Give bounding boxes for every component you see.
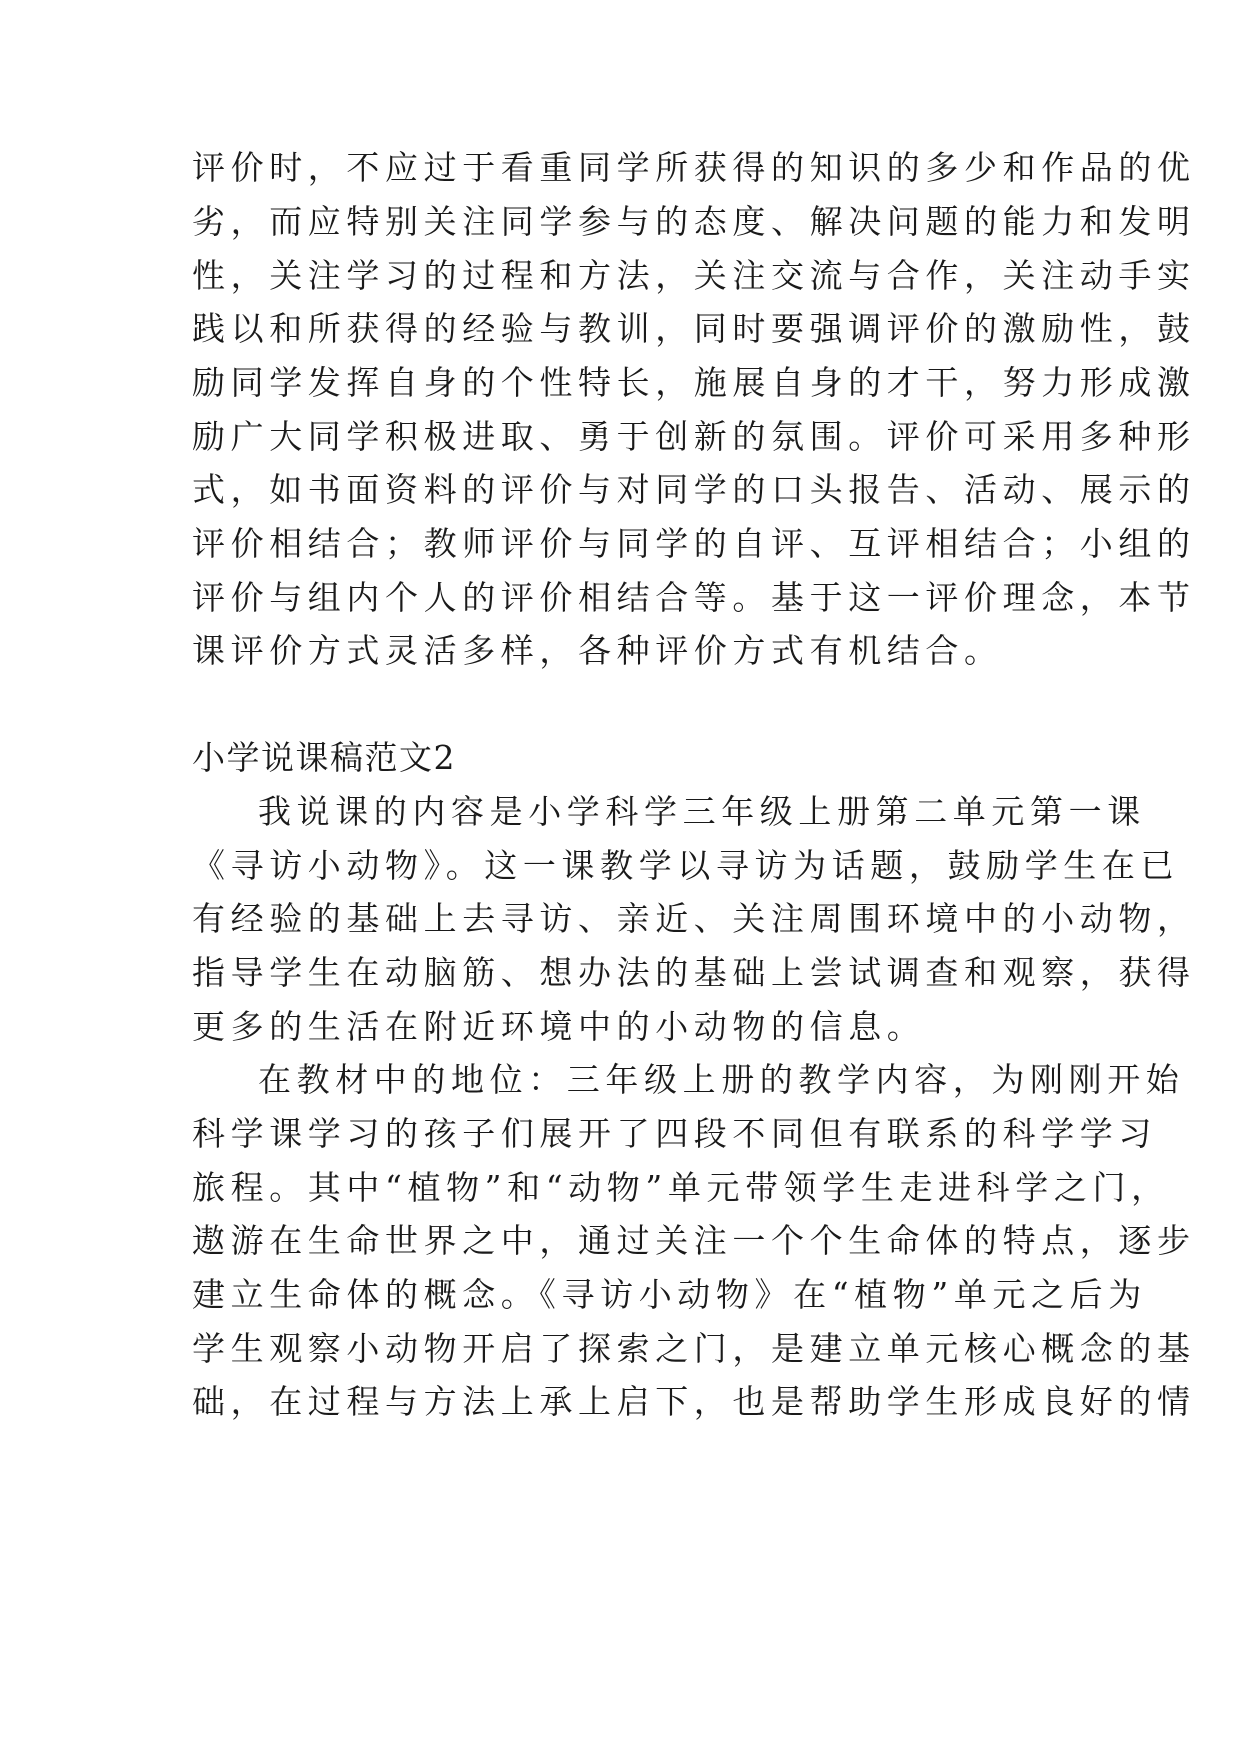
text-line: 建立生命体的概念。《寻访小动物》在“植物”单元之后为 [192,1275,1147,1314]
text-line: 旅程。其中“植物”和“动物”单元带领学生走进科学之门， [192,1168,1170,1207]
text-line: 有经验的基础上去寻访、亲近、关注周围环境中的小动物， [192,899,1196,938]
text-line: 励同学发挥自身的个性特长，施展自身的才干，努力形成激 [192,363,1196,402]
section-heading: 小学说课稿范文2 [192,738,456,777]
text-line: 励广大同学积极进取、勇于创新的氛围。评价可采用多种形 [192,417,1196,456]
text-line: 学生观察小动物开启了探索之门，是建立单元核心概念的基 [192,1329,1196,1368]
text-line: 评价时，不应过于看重同学所获得的知识的多少和作品的优 [192,148,1196,187]
text-line: 更多的生活在附近环境中的小动物的信息。 [192,1007,926,1046]
text-line: 指导学生在动脑筋、想办法的基础上尝试调查和观察，获得 [192,953,1196,992]
text-line: 式，如书面资料的评价与对同学的口头报告、活动、展示的 [192,470,1196,509]
text-line: 《寻访小动物》。这一课教学以寻访为话题，鼓励学生在已 [192,846,1180,885]
text-line: 劣，而应特别关注同学参与的态度、解决问题的能力和发明 [192,202,1196,241]
text-line: 评价相结合；教师评价与同学的自评、互评相结合；小组的 [192,524,1196,563]
text-line: 性，关注学习的过程和方法，关注交流与合作，关注动手实 [192,256,1196,295]
text-line: 科学课学习的孩子们展开了四段不同但有联系的科学学习 [192,1114,1157,1153]
text-line: 评价与组内个人的评价相结合等。基于这一评价理念，本节 [192,578,1196,617]
text-line: 我说课的内容是小学科学三年级上册第二单元第一课 [258,792,1146,831]
text-line: 课评价方式灵活多样，各种评价方式有机结合。 [192,631,1003,670]
text-line: 遨游在生命世界之中，通过关注一个个生命体的特点，逐步 [192,1221,1196,1260]
text-line: 础，在过程与方法上承上启下，也是帮助学生形成良好的情 [192,1382,1196,1421]
text-line: 在教材中的地位：三年级上册的教学内容，为刚刚开始 [258,1060,1185,1099]
text-line: 践以和所获得的经验与教训，同时要强调评价的激励性，鼓 [192,309,1196,348]
